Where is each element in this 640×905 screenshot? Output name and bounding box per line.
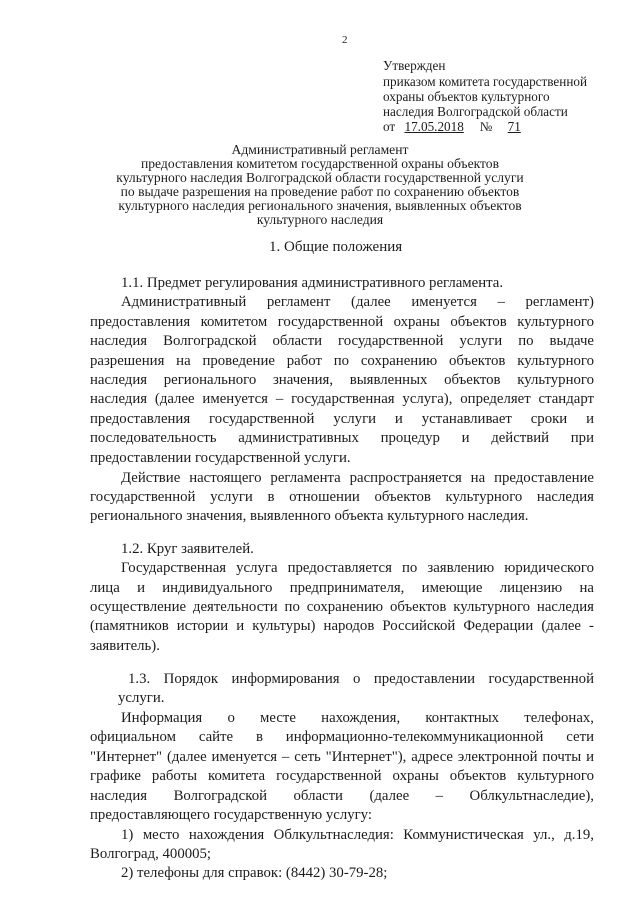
approval-number: 71 xyxy=(507,119,521,134)
text-line: 1) место нахождения Облкультнаследия: Коммунистическая ул., д.19, xyxy=(121,827,594,843)
text-line: предоставлении государственной услуги. xyxy=(90,450,351,466)
text-line: предоставляющего государственную услугу: xyxy=(90,807,372,823)
text-line: предоставления государственной услуги и устанавливает сроки и xyxy=(90,411,594,427)
approval-date: 17.05.2018 xyxy=(404,119,464,134)
approval-line: Утвержден xyxy=(383,58,446,73)
text-line: Волгоград, 400005; xyxy=(90,846,212,862)
text-line: регионального значения, выявленного объекта культурного наследия. xyxy=(90,508,529,524)
text-line: предоставления комитетом государственной охраны объектов культурного xyxy=(90,314,594,330)
section-heading: 1. Общие положения xyxy=(269,239,403,255)
text-line: наследия регионального значения, выявленных объектов культурного xyxy=(90,372,594,388)
text-line: Действие настоящего регламента распространяется на предоставление xyxy=(121,470,594,486)
title-line: культурного наследия xyxy=(256,212,384,227)
title-line: предоставления комитетом государственной охраны объектов xyxy=(140,156,500,171)
title-line: по выдаче разрешения на проведение работ по сохранению объектов xyxy=(120,184,520,199)
approval-date-line xyxy=(383,119,574,134)
approval-number-sign: № xyxy=(479,119,493,134)
text-line: официальном сайте в информационно-телекоммуникационной сети xyxy=(90,729,594,745)
title-line: Административный регламент xyxy=(231,142,409,157)
subsection-heading: 1.1. Предмет регулирования административного регламента. xyxy=(121,275,504,291)
text-line: графике работы комитета государственной охраны объектов культурного xyxy=(90,768,594,784)
list-item: 2) телефоны для справок: (8442) 30-79-28; xyxy=(121,865,388,881)
text-line: осуществление деятельности по сохранению объектов культурного наследия xyxy=(90,599,594,615)
text-line: наследия Волгоградской области (далее – Облкультнаследие), xyxy=(90,788,594,804)
approval-line: приказом комитета государственной xyxy=(383,74,588,89)
text-line: последовательность административных процедур и действий при xyxy=(90,430,594,446)
title-line: культурного наследия Волгоградской области государственной услуги xyxy=(116,170,524,185)
text-line: наследия (далее именуется – государственная услуга), определяет стандарт xyxy=(90,391,594,407)
approval-line: наследия Волгоградской области xyxy=(383,104,568,119)
text-line: лица и индивидуального предпринимателя, имеющие лицензию на xyxy=(90,580,594,596)
subsection-heading: 1.2. Круг заявителей. xyxy=(121,541,254,557)
text-line: разрешения на проведение работ по сохранению объектов культурного xyxy=(90,353,594,369)
approval-date-prefix: от xyxy=(383,119,396,134)
text-line: заявитель). xyxy=(90,638,160,654)
text-line: Информация о месте нахождения, контактных телефонах, xyxy=(121,710,594,726)
text-line: Административный регламент (далее именуется – регламент) xyxy=(121,294,594,310)
text-line: Государственная услуга предоставляется по заявлению юридического xyxy=(121,560,594,576)
title-line: культурного наследия регионального значения, выявленных объектов xyxy=(118,198,522,213)
text-line: (памятников истории и культуры) народов Российской Федерации (далее - xyxy=(90,618,594,634)
text-line: наследия Волгоградской области государственной услуги по выдаче xyxy=(90,333,594,349)
text-line: "Интернет" (далее именуется – сеть "Интернет"), адресе электронной почты и xyxy=(90,749,594,765)
approval-line: охраны объектов культурного xyxy=(383,89,550,104)
text-line: государственной услуги в отношении объектов культурного наследия xyxy=(90,489,594,505)
text-line: услуги. xyxy=(118,690,165,706)
text-line: 1.3. Порядок информирования о предоставлении государственной xyxy=(128,671,594,687)
page-number: 2 xyxy=(342,34,348,46)
